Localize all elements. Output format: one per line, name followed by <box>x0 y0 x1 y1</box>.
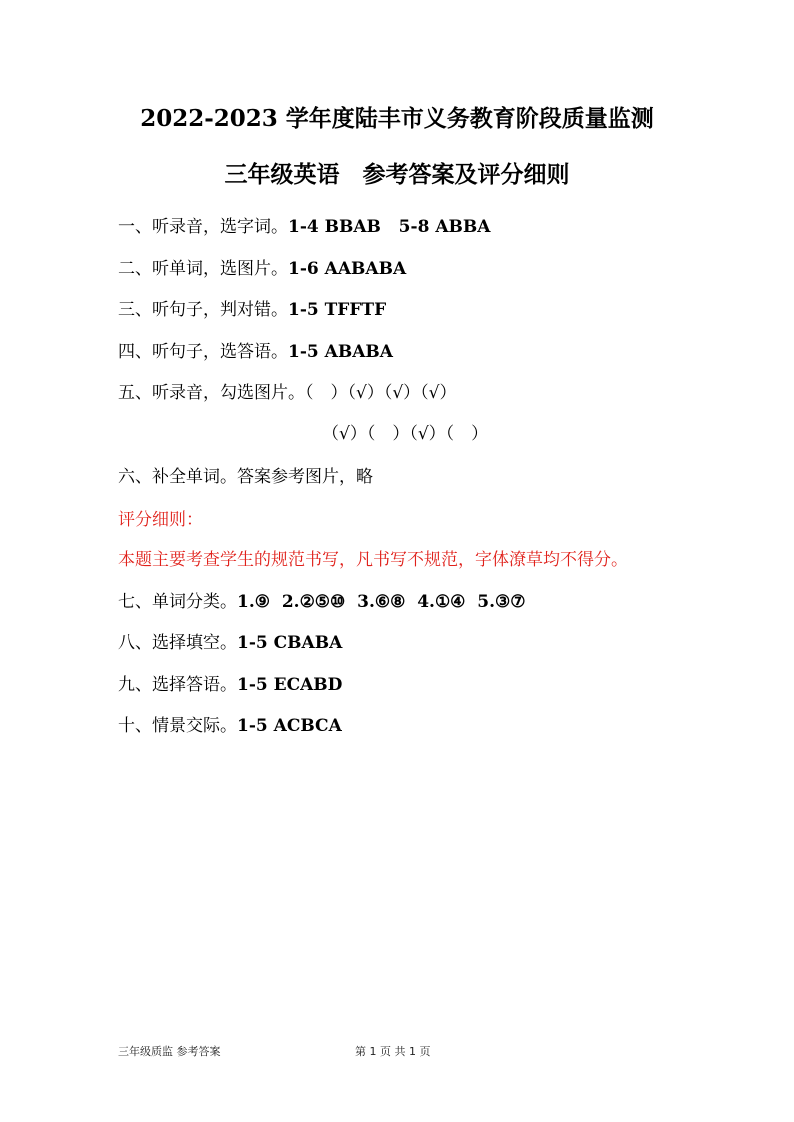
section-10 <box>118 711 342 736</box>
section-8-label: 八、选择填空。 <box>118 633 237 653</box>
section-3-label: 三、听句子，判对错。 <box>118 300 288 320</box>
section-6 <box>118 462 373 487</box>
section-3-answer: 1-5 TFFTF <box>288 300 387 320</box>
section-1-answer: 1-4 BBAB 5-8 ABBA <box>288 217 491 237</box>
section-1 <box>118 212 490 237</box>
section-10-label: 十、情景交际。 <box>118 716 237 736</box>
footer-doc-name: 三年级质监 参考答案 <box>118 1045 221 1058</box>
section-1-label: 一、听录音，选字词。 <box>118 217 288 237</box>
section-7 <box>118 587 526 612</box>
section-4-answer: 1-5 ABABA <box>288 342 393 362</box>
section-8 <box>118 628 342 653</box>
section-3 <box>118 295 386 320</box>
section-2-answer: 1-6 AABABA <box>288 259 407 279</box>
scoring-heading: 评分细则： <box>118 510 203 530</box>
section-2-label: 二、听单词，选图片。 <box>118 259 288 279</box>
section-5-label: 五、听录音，勾选图片。 <box>118 383 305 403</box>
section-4-label: 四、听句子，选答语。 <box>118 342 288 362</box>
section-2 <box>118 254 406 279</box>
section-8-answer: 1-5 CBABA <box>237 633 343 653</box>
section-9-label: 九、选择答语。 <box>118 675 237 695</box>
scoring-rule-text: 本题主要考查学生的规范书写，凡书写不规范，字体潦草均不得分。 <box>118 550 628 570</box>
section-9-answer: 1-5 ECABD <box>237 675 343 695</box>
section-7-answer: 1.⑨ 2.②⑤⑩ 3.⑥⑧ 4.①④ 5.③⑦ <box>237 592 526 612</box>
footer-page-number: 第 1 页 共 1 页 <box>355 1045 431 1058</box>
section-9 <box>118 670 342 695</box>
section-10-answer: 1-5 ACBCA <box>237 716 342 736</box>
document-subtitle: 三年级英语 参考答案及评分细则 <box>224 161 570 188</box>
section-5 <box>118 378 457 403</box>
section-5-answer-row-2: （√）（ ）（√）（ ） <box>322 424 489 444</box>
section-7-label: 七、单词分类。 <box>118 592 237 612</box>
section-6-label: 六、补全单词。答案参考图片，略 <box>118 467 373 487</box>
section-4 <box>118 337 393 362</box>
section-5-answer-row-1: （ ）（√）（√）（√） <box>305 383 457 403</box>
document-title: 2022-2023 学年度陆丰市义务教育阶段质量监测 <box>140 105 654 132</box>
